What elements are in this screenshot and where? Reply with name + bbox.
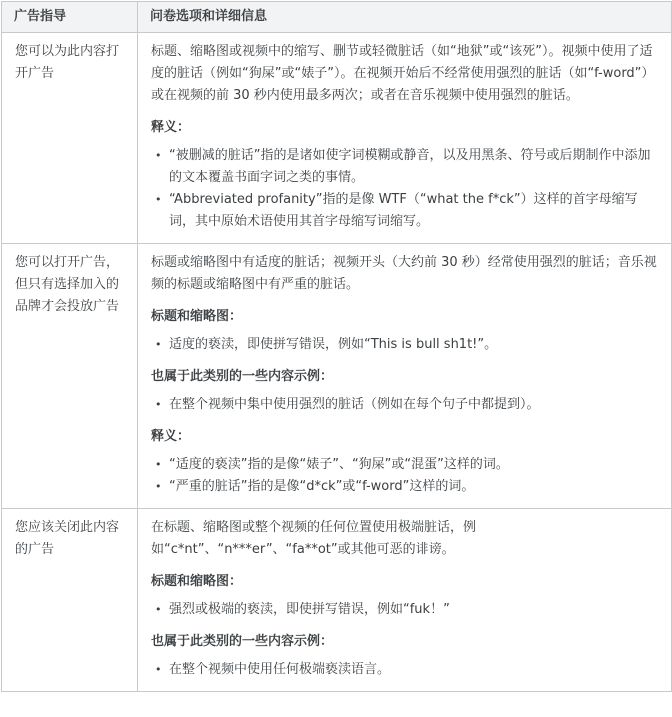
bullet-icon: •	[155, 398, 162, 411]
bullet-list	[151, 145, 661, 233]
list-item: • “适度的亵渎”指的是像“婊子”、“狗屎”或“混蛋”这样的词。	[151, 454, 661, 476]
bullet-list	[151, 334, 661, 356]
bullet-list	[151, 599, 661, 621]
section-heading: 释义：	[151, 429, 191, 444]
section-heading: 释义：	[151, 120, 191, 135]
list-item: • 在整个视频中集中使用强烈的脏话（例如在每个句子中都提到）。	[151, 394, 661, 416]
list-item: • 强烈或极端的亵渎，即使拼写错误，例如“fuk！”	[151, 599, 661, 621]
bullet-icon: •	[155, 458, 162, 471]
header-questionnaire-details: 问卷选项和详细信息	[138, 2, 672, 33]
guidance-cell: 您可以打开广告，但只有选择加入的品牌才会投放广告	[2, 244, 138, 509]
details-cell	[138, 244, 672, 509]
section-heading: 也属于此类别的一些内容示例：	[151, 369, 334, 384]
section-heading: 标题和缩略图：	[151, 574, 243, 589]
bullet-icon: •	[155, 149, 162, 162]
ad-guidelines-table	[1, 1, 672, 692]
details-intro: 标题或缩略图中有适度的脏话；视频开头（大约前 30 秒）经常使用强烈的脏话；音乐视频的标题或缩略图中有严重的脏话。	[151, 255, 657, 292]
details-intro: 标题、缩略图或视频中的缩写、删节或轻微脏话（如“地狱”或“该死”）。视频中使用了适度的脏话（例如“狗屎”或“婊子”）。在视频开始后不经常使用强烈的脏话（如“f-word”）或在视频的前 30 秒内使用最多两次；或者在音乐视频中使用强烈的脏话。	[151, 44, 655, 103]
details-cell	[138, 509, 672, 692]
table-row	[2, 33, 672, 244]
bullet-list	[151, 394, 661, 416]
list-item: • “被删减的脏话”指的是诸如使字词模糊或静音，以及用黑条、符号或后期制作中添加的文本覆盖书面字词之类的事情。	[151, 145, 661, 189]
details-cell	[138, 33, 672, 244]
guidance-cell: 您应该关闭此内容的广告	[2, 509, 138, 692]
list-item: • 适度的亵渎，即使拼写错误，例如“This is bull sh1t!”。	[151, 334, 661, 356]
list-item: • “Abbreviated profanity”指的是像 WTF（“what the f*ck”）这样的首字母缩写词，其中原始术语使用其首字母缩写词缩写。	[151, 189, 661, 233]
table-header-row	[2, 2, 672, 33]
section-heading: 也属于此类别的一些内容示例：	[151, 634, 334, 649]
bullet-list	[151, 659, 661, 681]
table-row	[2, 244, 672, 509]
bullet-icon: •	[155, 193, 162, 206]
table-row	[2, 509, 672, 692]
details-intro: 在标题、缩略图或整个视频的任何位置使用极端脏话，例如“c*nt”、“n***er”、“fa**ot”或其他可恶的诽谤。	[151, 520, 477, 557]
bullet-icon: •	[155, 480, 162, 493]
bullet-list	[151, 454, 661, 498]
section-heading: 标题和缩略图：	[151, 309, 243, 324]
bullet-icon: •	[155, 338, 162, 351]
bullet-icon: •	[155, 663, 162, 676]
header-ad-guidance: 广告指导	[2, 2, 138, 33]
list-item: • 在整个视频中使用任何极端亵渎语言。	[151, 659, 661, 681]
guidance-cell: 您可以为此内容打开广告	[2, 33, 138, 244]
bullet-icon: •	[155, 603, 162, 616]
list-item: • “严重的脏话”指的是像“d*ck”或“f-word”这样的词。	[151, 476, 661, 498]
